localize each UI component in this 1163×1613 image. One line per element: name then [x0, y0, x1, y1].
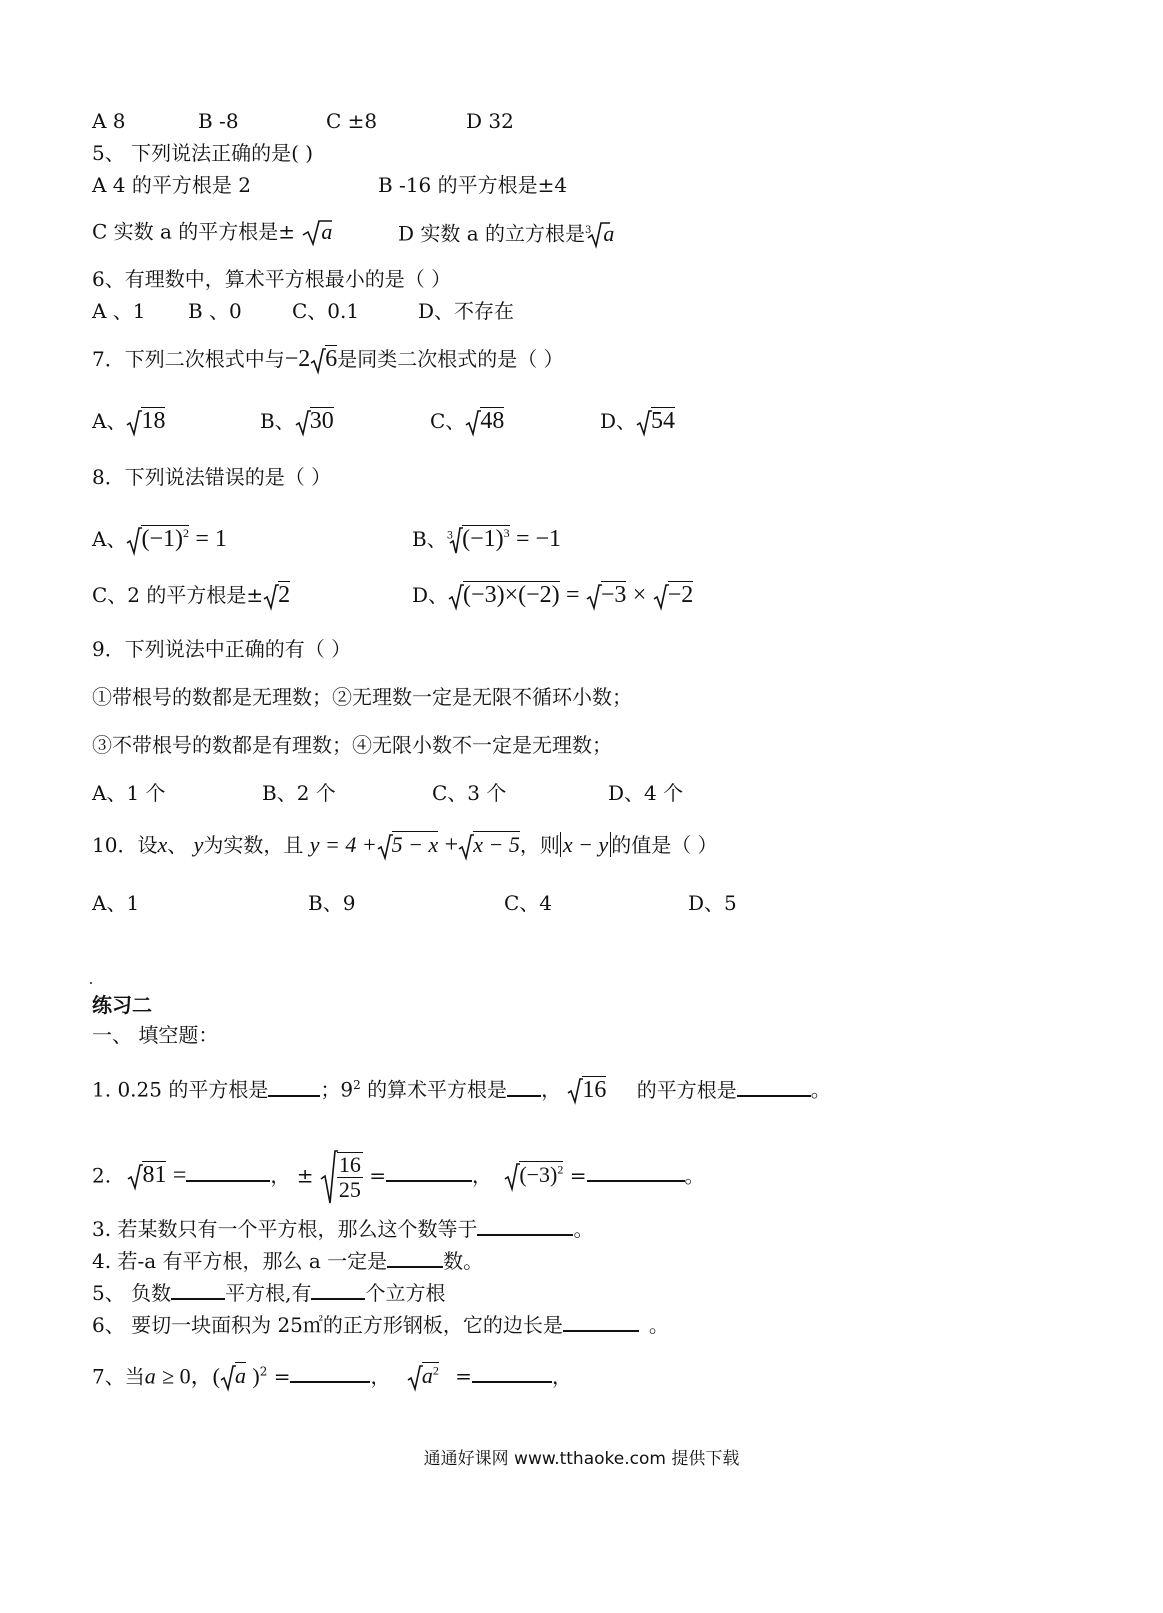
fill-2-radicand3: [519, 1161, 563, 1187]
q5-option-b: B -16 的平方根是±4: [378, 173, 568, 197]
sqrt-symbol: [448, 583, 464, 611]
q7-option-a-label: A、: [92, 409, 127, 433]
fill-7-text-c: ): [252, 1363, 260, 1389]
sqrt-symbol: [636, 409, 652, 437]
fill-7-end: ，: [551, 1364, 572, 1389]
q10-stem: [92, 832, 718, 861]
sqrt-symbol: [504, 1162, 520, 1192]
q8-option-a: [92, 520, 227, 556]
fill-1-radicand: 16: [582, 1076, 607, 1103]
q10-plus: +: [444, 832, 459, 858]
fill-4: [92, 1246, 483, 1274]
q10-then: ，则: [519, 833, 560, 857]
q9-statement-line2: ③不带根号的数都是有理数；④无限小数不一定是无理数；: [92, 733, 612, 757]
answer-blank[interactable]: [171, 1278, 225, 1300]
q6-option-c: C、0.1: [292, 299, 360, 323]
fill-1: [92, 1072, 831, 1105]
fill-2-equals1: =: [172, 1162, 187, 1189]
q8-b-rhs: = −1: [515, 526, 562, 552]
fill-6-text: 6、 要切一块面积为 25㎡的正方形钢板，它的边长是: [92, 1313, 563, 1337]
answer-blank[interactable]: [477, 1214, 573, 1236]
q4-option-c: C ±8: [326, 109, 378, 133]
footer-credit: 通通好课网 www.tthaoke.com 提供下载: [423, 1449, 740, 1469]
q8-stem: 8．下列说法错误的是（ ）: [92, 465, 332, 489]
q7-stem-suffix: 是同类二次根式的是（ ）: [337, 347, 564, 371]
answer-blank[interactable]: [587, 1160, 685, 1182]
q7-option-a: [92, 408, 165, 437]
q5-option-d-text: D 实数 a 的立方根是: [398, 221, 586, 246]
q6-option-d: D、不存在: [418, 299, 515, 323]
fill-7-text-a: 7、当: [92, 1364, 145, 1389]
section-title: 练习二: [92, 993, 152, 1017]
q7-option-b-label: B、: [260, 409, 295, 433]
q9-statement-line1: ①带根号的数都是无理数；②无理数一定是无限不循环小数；: [92, 685, 632, 709]
fill-6-end: 。: [648, 1313, 669, 1337]
fill-2-equals2: =: [369, 1163, 386, 1188]
q9-option-d: D、4 个: [608, 781, 684, 805]
q5-option-d: [398, 218, 614, 250]
q8-d-times: ×: [632, 582, 647, 608]
fill-2-numerator: 16: [338, 1151, 361, 1177]
fill-2-base: (−3): [519, 1162, 558, 1188]
fill-2-equals3: =: [569, 1163, 587, 1188]
q8-a-exponent: 2: [182, 526, 189, 540]
fill-1-end: 。: [810, 1077, 831, 1102]
sqrt-symbol: [310, 347, 326, 375]
q8-a-base: (−1): [141, 526, 183, 552]
q7-option-d: [600, 408, 675, 437]
sqrt-symbol: [458, 833, 474, 861]
sqrt-symbol: [377, 833, 393, 861]
sqrt-symbol: [653, 583, 669, 611]
fill-7-equals1: =: [273, 1364, 291, 1389]
fill-7-exponent: 2: [259, 1364, 268, 1379]
q9-option-b: B、2 个: [262, 781, 336, 805]
q8-option-a-label: A、: [92, 527, 127, 551]
q7-option-b: [260, 408, 334, 437]
fill-1-exponent: 2: [353, 1078, 361, 1092]
q7-option-c: [430, 408, 504, 437]
fill-5-text-b: 平方根,有: [225, 1281, 312, 1305]
q7-stem: [92, 346, 564, 375]
q4-option-a: A 8: [92, 109, 126, 133]
q10-abs-expression: x − y: [560, 832, 611, 857]
fill-1-text-d: ，: [541, 1077, 562, 1102]
fill-7-var-a: a: [144, 1363, 156, 1389]
q10-equation-lhs: y = 4 +: [309, 832, 377, 857]
q7-option-a-radicand: 18: [141, 408, 166, 434]
fill-1-text-a: 1. 0.25 的平方根是: [92, 1077, 269, 1102]
q8-option-b: [412, 520, 561, 556]
q4-option-d: D 32: [466, 109, 514, 133]
fill-4-text-b: 数。: [443, 1249, 484, 1273]
q7-stem-radicand: 6: [325, 346, 338, 372]
section-subtitle: 一、 填空题：: [92, 1023, 219, 1047]
q7-option-d-label: D、: [600, 409, 637, 433]
q9-stem: 9．下列说法中正确的有（ ）: [92, 637, 352, 661]
fill-5-text-c: 个立方根: [365, 1281, 446, 1305]
q10-sep: 、: [167, 833, 188, 857]
q8-b-radicand: [462, 525, 510, 552]
answer-blank[interactable]: [472, 1361, 552, 1383]
q5-option-c: [92, 218, 332, 248]
q7-option-b-radicand: 30: [309, 408, 334, 434]
q10-radicand2: x − 5: [473, 832, 520, 857]
q8-b-base: (−1): [462, 526, 504, 552]
q10-var-y: y: [193, 832, 204, 857]
fill-6: [92, 1310, 669, 1338]
q10-option-c: C、4: [504, 891, 553, 915]
sqrt-symbol: [465, 409, 481, 437]
q5-stem: 5、 下列说法正确的是( ): [92, 141, 314, 165]
fill-7-radicand1: a: [235, 1363, 246, 1389]
q10-mid: 为实数，且: [203, 833, 304, 857]
q10-option-d: D、5: [688, 891, 737, 915]
fill-4-text-a: 4. 若-a 有平方根，那么 a 一定是: [92, 1249, 388, 1273]
q10-radicand1: 5 − x: [391, 832, 439, 857]
q7-option-c-radicand: 48: [480, 408, 505, 434]
q8-c-radicand: 2: [278, 582, 291, 608]
q10-suffix: 的值是（ ）: [611, 833, 718, 857]
fill-7-base: a: [421, 1363, 433, 1389]
q8-option-d: [412, 582, 693, 611]
fill-2-sep2: ，: [471, 1163, 492, 1188]
q10-var-x: x: [157, 832, 168, 857]
answer-blank[interactable]: [268, 1075, 320, 1097]
cube-root-index: 3: [585, 225, 592, 236]
fill-7-text-b: ≥ 0，(: [162, 1363, 220, 1389]
fill-7-radicand2: [422, 1362, 439, 1388]
q8-option-c: [92, 582, 290, 611]
q8-b-exponent: 3: [503, 526, 510, 540]
q5-var-a: a: [321, 218, 333, 244]
fill-2-fraction: [337, 1152, 363, 1202]
fill-2-radicand1: 81: [142, 1162, 167, 1189]
cube-root-symbol: [446, 526, 463, 556]
fill-2-label: 2.: [92, 1163, 112, 1188]
q7-stem-prefix: 7．下列二次根式中与: [92, 347, 285, 371]
answer-blank[interactable]: [290, 1361, 370, 1383]
sqrt-symbol: [220, 1364, 236, 1392]
answer-blank[interactable]: [563, 1310, 639, 1332]
q10-option-a: A、1: [92, 891, 140, 915]
sqrt-symbol: [586, 583, 602, 611]
q4-option-b: B -8: [198, 109, 239, 133]
q8-option-b-label: B、: [412, 527, 447, 551]
fill-7-equals2: =: [455, 1364, 472, 1389]
fill-2-sep: ， ±: [270, 1163, 314, 1188]
q9-option-c: C、3 个: [432, 781, 507, 805]
fill-1-text-b: ；9: [320, 1077, 354, 1102]
q8-d-radicand2: −3: [600, 582, 627, 608]
q8-d-equals: =: [565, 582, 580, 608]
q8-a-radicand: [141, 525, 189, 552]
q8-option-c-text: C、2 的平方根是±: [92, 583, 264, 607]
fill-7: [92, 1358, 572, 1392]
answer-blank[interactable]: [507, 1075, 541, 1097]
q8-option-d-label: D、: [412, 583, 449, 607]
q9-option-a: A、1 个: [92, 781, 166, 805]
answer-blank[interactable]: [386, 1160, 472, 1182]
q5-var-a2: a: [603, 220, 615, 246]
fill-2-end: 。: [684, 1163, 705, 1188]
fill-2-exponent: 2: [557, 1163, 564, 1177]
fill-1-text-e: 的平方根是: [636, 1077, 737, 1102]
q6-stem: 6、有理数中，算术平方根最小的是（ ）: [92, 267, 452, 291]
fill-3-text: 3. 若某数只有一个平方根，那么这个数等于: [92, 1217, 478, 1241]
fill-2: [92, 1142, 705, 1202]
sqrt-symbol: [295, 409, 311, 437]
q6-option-a: A 、1: [92, 299, 146, 323]
sqrt-symbol: [407, 1364, 423, 1392]
answer-blank[interactable]: [311, 1278, 365, 1300]
q7-option-d-radicand: 54: [651, 408, 676, 434]
sqrt-symbol-tall: [320, 1149, 338, 1205]
q10-option-b: B、9: [308, 891, 356, 915]
q5-option-c-text: C 实数 a 的平方根是±: [92, 219, 296, 244]
q8-d-radicand3: −2: [667, 582, 694, 608]
fill-5-text-a: 5、 负数: [92, 1281, 172, 1305]
answer-blank[interactable]: [186, 1160, 270, 1182]
sqrt-symbol: [263, 583, 279, 611]
q8-b-index: 3: [446, 530, 454, 542]
q7-stem-coef: −2: [284, 346, 311, 372]
stray-dot: [90, 982, 92, 984]
q8-a-rhs: = 1: [195, 526, 227, 552]
fill-3: [92, 1214, 593, 1242]
q7-option-c-label: C、: [430, 409, 466, 433]
fill-2-denominator: 25: [338, 1176, 361, 1202]
q5-option-a: A 4 的平方根是 2: [92, 173, 251, 197]
q6-option-b: B 、0: [188, 299, 242, 323]
fill-3-end: 。: [573, 1217, 594, 1241]
fill-7-sep: ，: [370, 1364, 391, 1389]
answer-blank[interactable]: [737, 1075, 811, 1097]
fill-1-text-c: 的算术平方根是: [367, 1077, 508, 1102]
fill-7-exponent2: 2: [432, 1364, 439, 1378]
fill-5: [92, 1278, 445, 1306]
answer-blank[interactable]: [387, 1246, 443, 1268]
q8-d-radicand: (−3)×(−2): [463, 582, 560, 608]
q10-stem-prefix: 10．设: [92, 833, 158, 857]
